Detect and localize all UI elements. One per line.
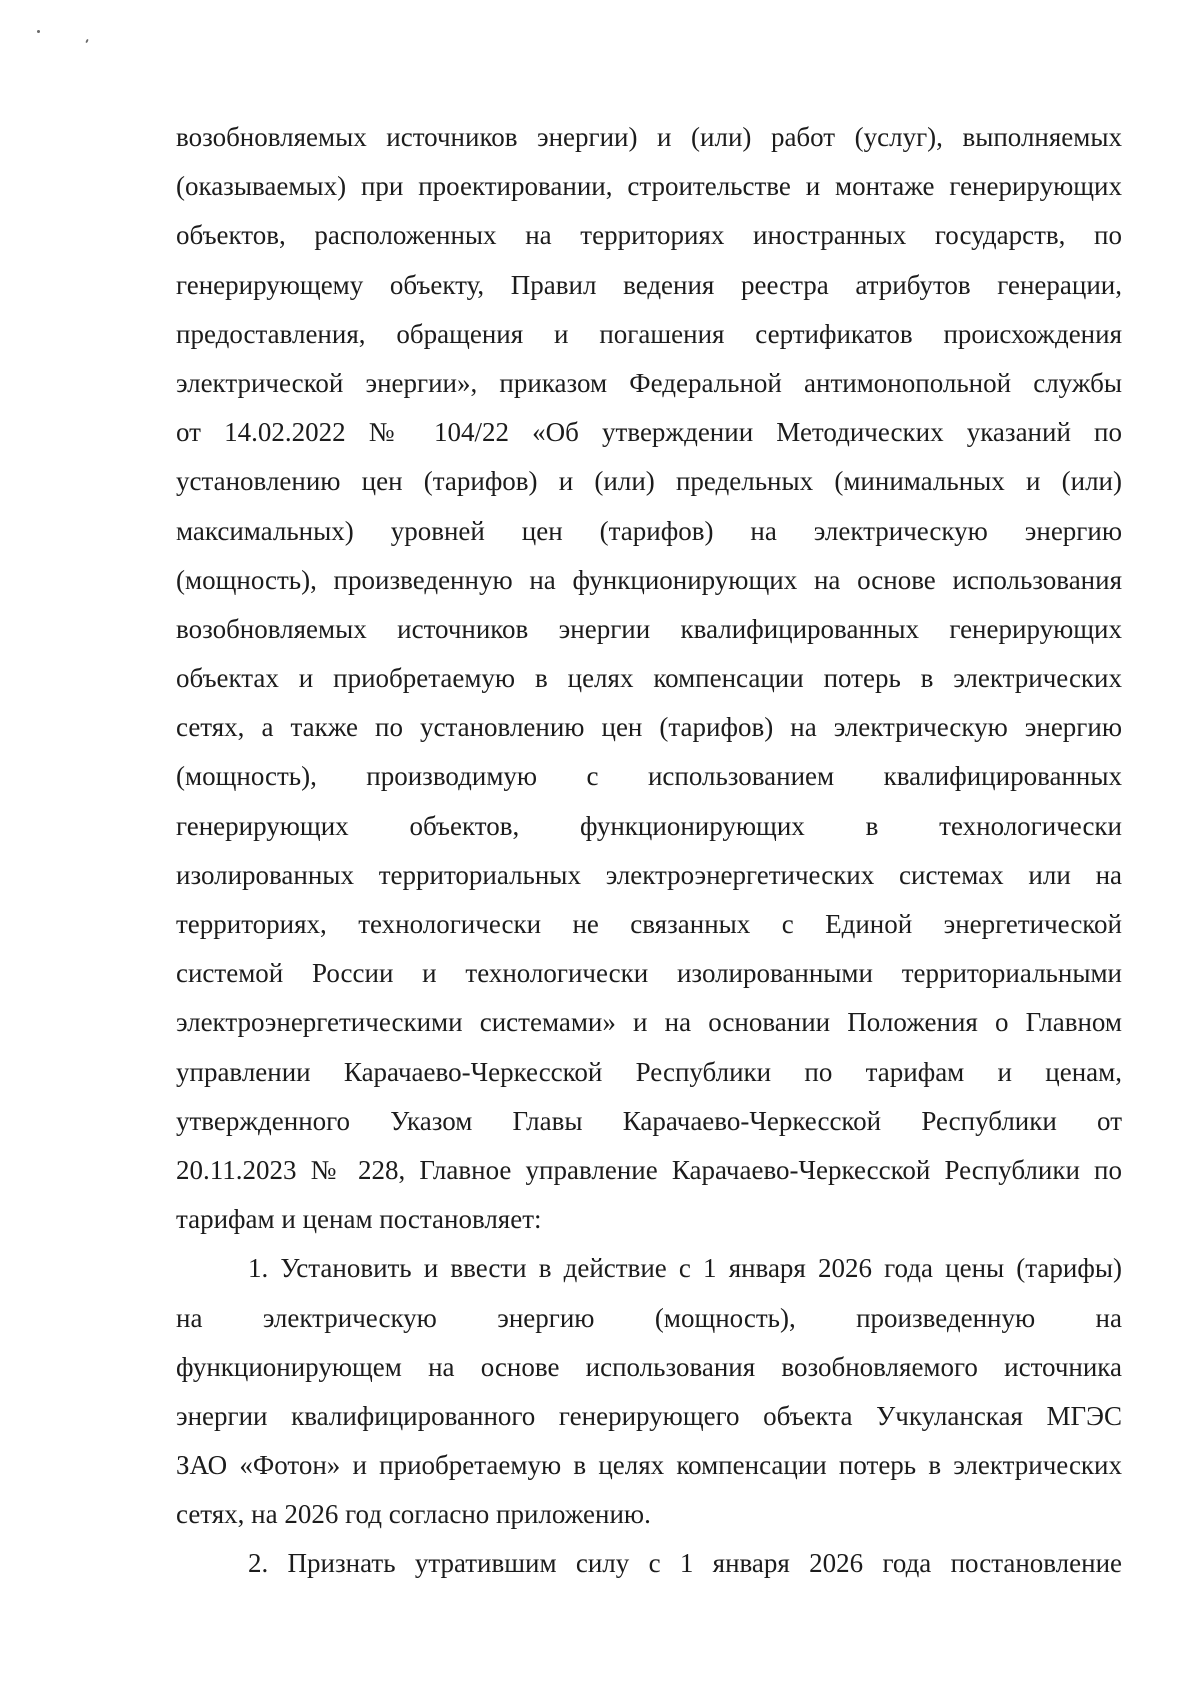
text-line: 20.11.2023 № 228, Главное управление Карачаево-Черкесской Республики по bbox=[176, 1154, 1122, 1185]
text-line: управлении Карачаево-Черкесской Республики по тарифам и ценам, bbox=[176, 1056, 1122, 1087]
text-line: (мощность), производимую с использованием квалифицированных bbox=[176, 761, 1122, 792]
text-line: генерирующему объекту, Правил ведения реестра атрибутов генерации, bbox=[176, 269, 1122, 300]
text-line: электрической энергии», приказом Федеральной антимонопольной службы bbox=[176, 367, 1122, 398]
text-line: территориях, технологически не связанных с Единой энергетической bbox=[176, 909, 1122, 939]
text-line: на электрическую энергию (мощность), произведенную на bbox=[176, 1302, 1122, 1333]
text-line: возобновляемых источников энергии) и (или) работ (услуг), выполняемых bbox=[176, 122, 1122, 152]
text-line: системой России и технологически изолированными территориальными bbox=[176, 958, 1122, 989]
text-line: изолированных территориальных электроэнергетических системах или на bbox=[176, 859, 1122, 890]
scan-speck bbox=[85, 39, 89, 43]
text-line: объектах и приобретаемую в целях компенсации потерь в электрических bbox=[176, 663, 1122, 694]
text-line: (мощность), произведенную на функционирующих на основе использования bbox=[176, 564, 1122, 595]
text-line: объектов, расположенных на территориях иностранных государств, по bbox=[176, 220, 1122, 251]
text-line: сетях, а также по установлению цен (тарифов) на электрическую энергию bbox=[176, 712, 1122, 743]
text-line: энергии квалифицированного генерирующего объекта Учкуланская МГЭС bbox=[176, 1400, 1122, 1431]
text-line: от 14.02.2022 № 104/22 «Об утверждении Методических указаний по bbox=[176, 417, 1122, 448]
numbered-item-2: 2. Признать утратившим силу с 1 января 2026 года постановление bbox=[248, 1548, 1122, 1579]
scan-speck bbox=[37, 30, 40, 33]
text-line: генерирующих объектов, функционирующих в технологически bbox=[176, 810, 1122, 841]
text-line: установлению цен (тарифов) и (или) предельных (минимальных и (или) bbox=[176, 466, 1122, 497]
document-body bbox=[176, 113, 1122, 1589]
text-line: предоставления, обращения и погашения сертификатов происхождения bbox=[176, 318, 1122, 349]
text-line: утвержденного Указом Главы Карачаево-Черкесской Республики от bbox=[176, 1105, 1122, 1136]
numbered-item-1: 1. Установить и ввести в действие с 1 января 2026 года цены (тарифы) bbox=[248, 1253, 1122, 1284]
text-line: (оказываемых) при проектировании, строительстве и монтаже генерирующих bbox=[176, 171, 1122, 202]
text-line: ЗАО «Фотон» и приобретаемую в целях компенсации потерь в электрических bbox=[176, 1450, 1122, 1481]
text-line: возобновляемых источников энергии квалифицированных генерирующих bbox=[176, 613, 1122, 644]
text-line: тарифам и ценам постановляет: bbox=[176, 1204, 542, 1235]
text-line: электроэнергетическими системами» и на основании Положения о Главном bbox=[176, 1007, 1122, 1038]
text-line: максимальных) уровней цен (тарифов) на электрическую энергию bbox=[176, 515, 1122, 546]
text-line: сетях, на 2026 год согласно приложению. bbox=[176, 1499, 651, 1530]
text-line: функционирующем на основе использования возобновляемого источника bbox=[176, 1351, 1122, 1382]
